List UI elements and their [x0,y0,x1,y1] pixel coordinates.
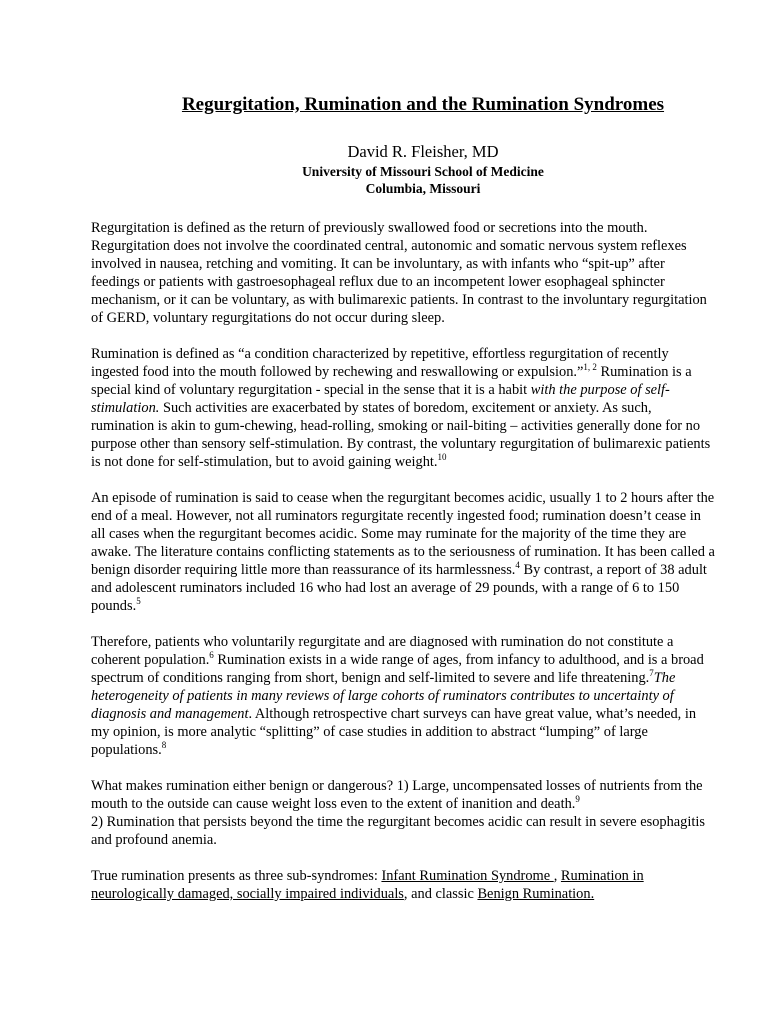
document-body [91,219,716,921]
citation-ref: 1, 2 [583,362,597,372]
emphasis-text: The heterogeneity of patients in many reviews of large cohorts of ruminators contributes to uncertainty of diagnosis and management [91,670,676,722]
link-rumination-neurologically-damaged[interactable]: Rumination in neurologically damaged, socially impaired individuals [91,868,644,902]
paragraph-sub-syndromes: True rumination presents as three sub-syndromes: Infant Rumination Syndrome , Rumination in neurologically damaged, socially impaired individuals, and classic Benign Rumination. [91,868,644,902]
affiliation-location: Columbia, Missouri [365,181,481,196]
author-name: David R. Fleisher, MD [347,142,499,161]
paragraph-benign-or-dangerous: What makes rumination either benign or dangerous? 1) Large, uncompensated losses of nutrients from the mouth to the outside can cause weight loss even to the extent of inanition and death.$^9$ 2) Rumination that persists beyond the time the regurgitant becomes acidic can result in severe esophagitis and profound anemia. [91,778,705,848]
paragraph-rumination-definition: Rumination is defined as “a condition characterized by repetitive, effortless regurgitation of recently ingested food into the mouth followed by rechewing and reswallowing or expulsion.”$^{1, 2}$ Rumination is a special kind of voluntary regurgitation - special in the sense that it is a habit with the purpose of self-stimulation. Such activities are exacerbated by states of boredom, excitement or anxiety. As such, rumination is akin to gum-chewing, head-rolling, smoking or nail-biting – activities generally done for no purpose other than sensory self-stimulation. By contrast, the voluntary regurgitation of bulimarexic patients is not done for self-stimulation, but to avoid gaining weight.$^{10}$ [91,346,711,470]
paragraph-rumination-episode: An episode of rumination is said to cease when the regurgitant becomes acidic, usually 1 to 2 hours after the end of a meal. However, not all ruminators regurgitate recently ingested food; rumination doesn’t cease in all cases when the regurgitant becomes acidic. Some may ruminate for the majority of the time they are awake. The literature contains conflicting statements as to the seriousness of rumination. It has been called a benign disorder requiring little more than reassurance of its harmlessness.$^4$ By contrast, a report of 38 adult and adolescent ruminators included 16 who had lost an average of 29 pounds, with a range of 6 to 150 pounds.$^5$ [91,490,715,614]
emphasis-text: with the purpose of self-stimulation. [91,382,670,416]
affiliation-institution: University of Missouri School of Medicine [302,164,544,179]
citation-ref: 6 [209,650,214,660]
citation-ref: 4 [515,560,520,570]
link-benign-rumination[interactable]: Benign Rumination. [477,886,595,902]
paragraph-heterogeneity: Therefore, patients who voluntarily regurgitate and are diagnosed with rumination do not constitute a coherent population.$^6$ Rumination exists in a wide range of ages, from infancy to adulthood, and is a broad spectrum of conditions ranging from short, benign and self-limited to severe and life threatening.$^7$The heterogeneity of patients in many reviews of large cohorts of ruminators contributes to uncertainty of diagnosis and management. Although retrospective chart surveys can have great value, what’s needed, in my opinion, is more analytic “splitting” of case studies in addition to abstract “lumping” of large populations.$^8$ [91,634,704,758]
citation-ref: 10 [437,452,447,462]
citation-ref: 9 [575,794,580,804]
link-infant-rumination-syndrome[interactable]: Infant Rumination Syndrome [381,868,554,884]
paragraph-regurgitation-definition: Regurgitation is defined as the return of previously swallowed food or secretions into the mouth. Regurgitation does not involve the coordinated central, autonomic and somatic nervous system reflexes involved in nausea, retching and vomiting. It can be involuntary, as with infants who “spit-up” after feedings or patients with gastroesophageal reflux due to an incompetent lower esophageal sphincter mechanism, or it can be voluntary, as with bulimarexic patients. In contrast to the involuntary regurgitation of GERD, voluntary regurgitations do not occur during sleep. [91,220,707,326]
citation-ref: 8 [161,740,167,750]
citation-ref: 5 [136,596,141,606]
citation-ref: 7 [649,668,654,678]
document-title: Regurgitation, Rumination and the Rumination Syndromes [181,94,665,115]
